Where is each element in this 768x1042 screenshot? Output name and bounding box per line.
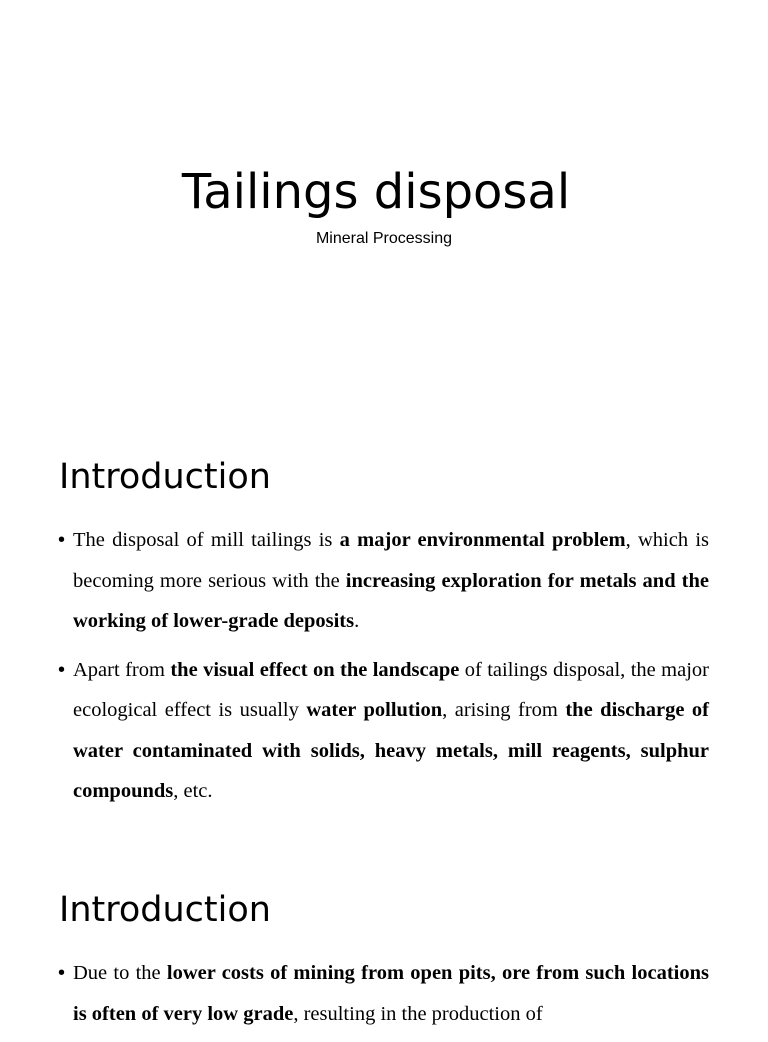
bullet-text: , which is becoming more serious with the bbox=[73, 529, 709, 592]
bullet-icon: • bbox=[58, 658, 66, 681]
slide-title: Tailings disposal bbox=[181, 164, 571, 220]
bullet-text: . bbox=[354, 610, 360, 632]
bullet-text: , arising from bbox=[442, 699, 566, 721]
content-slide-introduction-1 bbox=[0, 440, 768, 860]
bullet-text-bold: a major environmental problem bbox=[339, 529, 626, 551]
bullet-text-bold: increasing exploration for metals and the working of lower-grade deposits bbox=[73, 569, 709, 632]
bullet-text-bold: water pollution bbox=[306, 699, 443, 721]
bullet-list bbox=[58, 520, 709, 820]
bullet-list bbox=[58, 953, 709, 1042]
bullet-text: Apart from bbox=[73, 658, 171, 681]
content-slide-introduction-2 bbox=[0, 873, 768, 1024]
slide-heading: Introduction bbox=[59, 457, 271, 497]
bullet-icon: • bbox=[58, 962, 66, 984]
bullet-item bbox=[58, 953, 709, 1034]
bullet-text: of tailings disposal, the major ecological effect is usually bbox=[73, 658, 709, 721]
bullet-item bbox=[58, 520, 709, 642]
title-slide bbox=[0, 0, 768, 430]
bullet-icon: • bbox=[58, 529, 66, 551]
bullet-text: The disposal of mill tailings is bbox=[73, 529, 340, 551]
slide-heading: Introduction bbox=[59, 890, 271, 930]
bullet-text: , etc. bbox=[173, 780, 213, 802]
bullet-text-bold: the visual effect on the landscape bbox=[170, 658, 460, 681]
bullet-text-bold: the discharge of water contaminated with solids, heavy metals, mill reagents, sulphur compounds bbox=[73, 699, 709, 802]
slide-subtitle: Mineral Processing bbox=[315, 230, 453, 247]
bullet-text: Due to the bbox=[73, 962, 167, 984]
bullet-item bbox=[58, 650, 709, 812]
bullet-text-bold: lower costs of mining from open pits, ore from such locations is often of very low grade bbox=[73, 962, 709, 1025]
bullet-text: , resulting in the production of bbox=[293, 1002, 543, 1025]
